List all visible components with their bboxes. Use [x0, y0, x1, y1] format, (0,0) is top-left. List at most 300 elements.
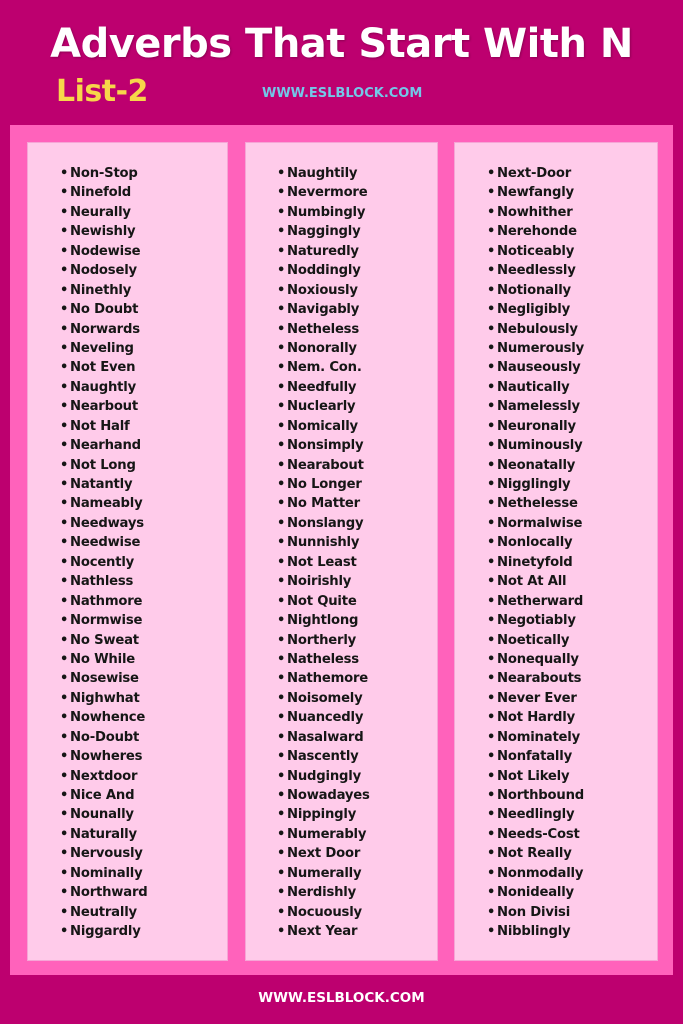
bullet-icon: •	[277, 865, 286, 881]
list-item	[487, 378, 584, 397]
bullet-icon: •	[60, 282, 69, 298]
list-item	[277, 825, 370, 844]
list-item	[487, 864, 584, 883]
list-item	[277, 611, 370, 630]
bullet-icon: •	[60, 632, 69, 648]
bullet-icon: •	[277, 263, 286, 279]
adverb-text: Needlessly	[497, 263, 576, 279]
bullet-icon: •	[60, 710, 69, 726]
adverb-text: Northbound	[497, 788, 585, 803]
adverb-text: Nowhence	[70, 710, 146, 726]
adverb-text: Not Least	[287, 554, 357, 570]
bullet-icon: •	[60, 651, 69, 667]
adverb-text: Natantly	[70, 477, 133, 492]
adverb-text: Naturedly	[287, 243, 359, 259]
word-list-1	[60, 164, 148, 942]
adverb-text: Nathless	[70, 574, 134, 590]
bullet-icon: •	[487, 535, 496, 551]
adverb-text: Noddingly	[287, 263, 361, 279]
list-item	[60, 164, 148, 183]
list-item	[487, 631, 584, 650]
list-item	[60, 320, 148, 339]
list-item	[277, 572, 370, 591]
adverb-text: Not Likely	[497, 768, 570, 784]
bullet-icon: •	[277, 651, 286, 667]
bullet-icon: •	[60, 379, 69, 395]
bullet-icon: •	[277, 768, 286, 784]
list-item	[487, 320, 584, 339]
adverb-text: Not Quite	[287, 593, 357, 609]
adverb-text: Nocently	[70, 554, 135, 570]
adverb-text: Non Divisi	[497, 904, 571, 920]
page-title: Adverbs That Start With N	[50, 21, 633, 67]
bullet-icon: •	[60, 243, 69, 259]
bullet-icon: •	[487, 204, 496, 220]
bullet-icon: •	[487, 807, 496, 823]
bullet-icon: •	[277, 632, 286, 648]
bullet-icon: •	[60, 185, 69, 201]
list-item	[487, 611, 584, 630]
adverb-text: Norwards	[70, 321, 140, 337]
adverb-text: Nonfatally	[497, 749, 572, 765]
list-item	[487, 436, 584, 455]
adverb-text: Nighwhat	[70, 690, 140, 706]
list-item	[60, 533, 148, 552]
bullet-icon: •	[60, 302, 69, 318]
list-item	[487, 708, 584, 727]
list-item	[60, 397, 148, 416]
list-item	[277, 553, 370, 572]
bullet-icon: •	[60, 224, 69, 240]
adverb-text: No Sweat	[70, 632, 139, 648]
list-item	[60, 611, 148, 630]
adverb-text: Nonslangy	[287, 515, 364, 531]
list-item	[277, 494, 370, 513]
list-item	[277, 397, 370, 416]
adverb-text: Newfangly	[497, 185, 574, 201]
adverb-text: Nearhand	[70, 438, 141, 454]
adverb-text: Not Half	[70, 418, 130, 434]
bullet-icon: •	[277, 243, 286, 259]
bullet-icon: •	[277, 204, 286, 220]
list-item	[277, 281, 370, 300]
bullet-icon: •	[487, 477, 496, 492]
adverb-text: Northerly	[287, 632, 357, 648]
adverb-text: Noirishly	[287, 574, 352, 590]
bullet-icon: •	[487, 166, 496, 181]
adverb-text: Not Really	[497, 846, 572, 862]
bullet-icon: •	[487, 690, 496, 706]
adverb-text: Natheless	[287, 651, 359, 667]
adverb-text: Needlingly	[497, 807, 575, 823]
list-item	[277, 903, 370, 922]
list-item	[277, 300, 370, 319]
adverb-text: Neonatally	[497, 457, 576, 473]
list-item	[277, 650, 370, 669]
adverb-text: Nigglingly	[497, 477, 571, 492]
bullet-icon: •	[487, 457, 496, 473]
adverb-text: Nonequally	[497, 651, 579, 667]
list-item	[277, 417, 370, 436]
list-item	[60, 864, 148, 883]
adverb-text: Northward	[70, 885, 148, 901]
list-item	[60, 786, 148, 805]
adverb-text: Needways	[70, 515, 144, 531]
bullet-icon: •	[487, 924, 496, 940]
list-item	[60, 494, 148, 513]
list-item	[60, 300, 148, 319]
list-item	[60, 631, 148, 650]
list-item	[60, 747, 148, 766]
list-item	[60, 922, 148, 941]
adverb-text: Nuancedly	[287, 710, 364, 726]
list-item	[60, 417, 148, 436]
list-item	[277, 592, 370, 611]
bullet-icon: •	[277, 885, 286, 901]
adverb-text: Next Door	[287, 846, 361, 862]
adverb-text: Nominally	[70, 865, 143, 881]
bullet-icon: •	[60, 554, 69, 570]
list-item	[487, 475, 584, 494]
adverb-text: Next Year	[287, 924, 358, 940]
adverb-text: Nevermore	[287, 185, 368, 201]
bullet-icon: •	[60, 593, 69, 609]
adverb-text: Noxiously	[287, 282, 358, 298]
list-item	[60, 669, 148, 688]
bullet-icon: •	[277, 496, 286, 512]
adverb-text: Nonideally	[497, 885, 574, 901]
bullet-icon: •	[60, 515, 69, 531]
adverb-text: Nounally	[70, 807, 134, 823]
bullet-icon: •	[277, 749, 286, 765]
list-item	[487, 456, 584, 475]
adverb-text: Nathemore	[287, 671, 369, 687]
list-item	[487, 786, 584, 805]
adverb-text: Nasalward	[287, 729, 364, 745]
adverb-text: Niggardly	[70, 924, 141, 940]
adverb-text: Noticeably	[497, 243, 575, 259]
adverb-text: Nowhither	[497, 204, 573, 220]
adverb-text: Nodewise	[70, 243, 141, 259]
bullet-icon: •	[487, 846, 496, 862]
bullet-icon: •	[277, 418, 286, 434]
list-item	[487, 728, 584, 747]
list-item	[60, 358, 148, 377]
list-item	[487, 903, 584, 922]
adverb-text: Numerously	[497, 340, 585, 356]
bullet-icon: •	[487, 554, 496, 570]
bullet-icon: •	[60, 418, 69, 434]
list-item	[277, 222, 370, 241]
list-item	[487, 397, 584, 416]
list-item	[487, 533, 584, 552]
bullet-icon: •	[60, 574, 69, 590]
list-item	[60, 378, 148, 397]
bullet-icon: •	[277, 166, 286, 181]
adverb-text: No Longer	[287, 477, 362, 492]
bullet-icon: •	[487, 243, 496, 259]
adverb-text: Never Ever	[497, 690, 577, 706]
adverb-text: Negotiably	[497, 613, 576, 629]
bullet-icon: •	[277, 185, 286, 201]
bullet-icon: •	[60, 166, 69, 181]
bullet-icon: •	[277, 535, 286, 551]
adverb-text: Negligibly	[497, 302, 570, 318]
adverb-text: Naggingly	[287, 224, 361, 240]
list-item	[277, 261, 370, 280]
bullet-icon: •	[277, 904, 286, 920]
list-item	[487, 494, 584, 513]
adverb-text: Noetically	[497, 632, 570, 648]
website-link-top[interactable]: WWW.ESLBLOCK.COM	[262, 86, 423, 101]
list-item	[487, 572, 584, 591]
list-item	[487, 242, 584, 261]
list-item	[277, 183, 370, 202]
list-item	[277, 456, 370, 475]
bullet-icon: •	[277, 807, 286, 823]
list-item	[487, 922, 584, 941]
adverb-text: Normwise	[70, 613, 143, 629]
bullet-icon: •	[487, 613, 496, 629]
adverb-text: Not At All	[497, 574, 567, 590]
adverb-text: Neurally	[70, 204, 131, 220]
list-item	[60, 883, 148, 902]
bullet-icon: •	[277, 554, 286, 570]
adverb-text: Ninefold	[70, 185, 132, 201]
list-item	[60, 767, 148, 786]
bullet-icon: •	[487, 399, 496, 415]
adverb-text: Needs-Cost	[497, 826, 580, 842]
adverb-text: Ninetyfold	[497, 554, 573, 570]
list-item	[487, 417, 584, 436]
list-item	[277, 689, 370, 708]
bullet-icon: •	[60, 321, 69, 337]
adverb-text: Navigably	[287, 302, 360, 318]
bullet-icon: •	[60, 885, 69, 901]
bullet-icon: •	[487, 768, 496, 784]
word-list-2	[277, 164, 370, 942]
adverb-text: Neuronally	[497, 418, 576, 434]
list-item	[60, 844, 148, 863]
adverb-text: Needfully	[287, 379, 357, 395]
list-item	[277, 728, 370, 747]
bullet-icon: •	[487, 340, 496, 356]
list-item	[277, 533, 370, 552]
bullet-icon: •	[60, 204, 69, 220]
list-item	[277, 164, 370, 183]
bullet-icon: •	[277, 457, 286, 473]
adverb-text: Neutrally	[70, 904, 137, 920]
bullet-icon: •	[277, 846, 286, 862]
adverb-text: Nowheres	[70, 749, 143, 765]
bullet-icon: •	[487, 360, 496, 376]
adverb-text: Nonorally	[287, 340, 357, 356]
bullet-icon: •	[277, 360, 286, 376]
bullet-icon: •	[277, 729, 286, 745]
bullet-icon: •	[60, 924, 69, 940]
word-list-frame	[10, 125, 673, 975]
bullet-icon: •	[487, 379, 496, 395]
adverb-text: Namelessly	[497, 399, 580, 415]
adverb-text: Nomically	[287, 418, 358, 434]
bullet-icon: •	[487, 865, 496, 881]
bullet-icon: •	[487, 185, 496, 201]
list-item	[60, 281, 148, 300]
bullet-icon: •	[487, 302, 496, 318]
adverb-text: Noisomely	[287, 690, 363, 706]
adverb-text: Nathmore	[70, 593, 143, 609]
list-item	[277, 514, 370, 533]
list-item	[277, 631, 370, 650]
adverb-text: Nominately	[497, 729, 581, 745]
bullet-icon: •	[277, 224, 286, 240]
adverb-text: Nonmodally	[497, 865, 584, 881]
adverb-text: Nearabout	[287, 457, 364, 473]
adverb-text: Needwise	[70, 535, 141, 551]
bullet-icon: •	[487, 321, 496, 337]
bullet-icon: •	[60, 904, 69, 920]
adverb-text: Nonsimply	[287, 438, 364, 454]
adverb-text: No Matter	[287, 496, 360, 512]
list-item	[277, 864, 370, 883]
bullet-icon: •	[60, 263, 69, 279]
bullet-icon: •	[60, 360, 69, 376]
adverb-text: Nethelesse	[497, 496, 578, 512]
list-item	[487, 883, 584, 902]
list-item	[277, 922, 370, 941]
list-item	[60, 475, 148, 494]
list-item	[277, 708, 370, 727]
word-column-1	[27, 142, 228, 961]
bullet-icon: •	[277, 710, 286, 726]
adverb-text: Nosewise	[70, 671, 139, 687]
adverb-text: Nautically	[497, 379, 570, 395]
adverb-text: Numerably	[287, 826, 367, 842]
adverb-text: Not Hardly	[497, 710, 575, 726]
adverb-text: Nonlocally	[497, 535, 573, 551]
bullet-icon: •	[60, 865, 69, 881]
bullet-icon: •	[277, 282, 286, 298]
bullet-icon: •	[60, 457, 69, 473]
bullet-icon: •	[60, 613, 69, 629]
word-column-2	[245, 142, 438, 961]
bullet-icon: •	[60, 690, 69, 706]
adverb-text: No Doubt	[70, 302, 139, 318]
bullet-icon: •	[487, 593, 496, 609]
bullet-icon: •	[60, 826, 69, 842]
adverb-text: Numbingly	[287, 204, 366, 220]
list-item	[60, 183, 148, 202]
bullet-icon: •	[487, 418, 496, 434]
bullet-icon: •	[60, 340, 69, 356]
list-item	[277, 786, 370, 805]
list-item	[277, 747, 370, 766]
adverb-text: Nearabouts	[497, 671, 582, 687]
adverb-text: No-Doubt	[70, 729, 140, 745]
list-item	[277, 320, 370, 339]
list-item	[60, 456, 148, 475]
adverb-text: Naughtily	[287, 166, 358, 181]
bullet-icon: •	[487, 496, 496, 512]
adverb-text: Nightlong	[287, 613, 359, 629]
bullet-icon: •	[277, 477, 286, 492]
list-item	[487, 650, 584, 669]
list-item	[487, 592, 584, 611]
bullet-icon: •	[277, 321, 286, 337]
adverb-text: Not Even	[70, 360, 136, 376]
bullet-icon: •	[60, 438, 69, 454]
bullet-icon: •	[487, 438, 496, 454]
list-item	[60, 572, 148, 591]
adverb-text: Nuclearly	[287, 399, 356, 415]
adverb-text: Nice And	[70, 788, 135, 803]
bullet-icon: •	[487, 749, 496, 765]
list-item	[60, 805, 148, 824]
bullet-icon: •	[277, 924, 286, 940]
adverb-text: Next-Door	[497, 166, 572, 181]
adverb-text: Nauseously	[497, 360, 581, 376]
list-item	[277, 436, 370, 455]
bullet-icon: •	[60, 671, 69, 687]
bullet-icon: •	[277, 399, 286, 415]
list-item	[487, 222, 584, 241]
list-item	[487, 767, 584, 786]
adverb-text: Nearbout	[70, 399, 138, 415]
list-item	[487, 164, 584, 183]
list-item	[60, 339, 148, 358]
list-item	[60, 222, 148, 241]
word-list-3	[487, 164, 584, 942]
list-subtitle: List-2	[56, 74, 148, 109]
bullet-icon: •	[487, 826, 496, 842]
adverb-text: Netherward	[497, 593, 584, 609]
adverb-text: Nameably	[70, 496, 143, 512]
bullet-icon: •	[277, 515, 286, 531]
bullet-icon: •	[487, 671, 496, 687]
list-item	[60, 436, 148, 455]
bullet-icon: •	[277, 788, 286, 803]
bullet-icon: •	[487, 885, 496, 901]
list-item	[60, 242, 148, 261]
bullet-icon: •	[60, 399, 69, 415]
adverb-text: Not Long	[70, 457, 136, 473]
bullet-icon: •	[277, 826, 286, 842]
list-item	[487, 747, 584, 766]
adverb-text: Nocuously	[287, 904, 362, 920]
list-item	[60, 708, 148, 727]
list-item	[60, 728, 148, 747]
adverb-text: Numerally	[287, 865, 362, 881]
list-item	[60, 514, 148, 533]
bullet-icon: •	[487, 282, 496, 298]
bullet-icon: •	[60, 788, 69, 803]
bullet-icon: •	[277, 613, 286, 629]
website-link-bottom[interactable]: WWW.ESLBLOCK.COM	[258, 990, 425, 1006]
bullet-icon: •	[60, 729, 69, 745]
bullet-icon: •	[487, 904, 496, 920]
adverb-text: Netheless	[287, 321, 359, 337]
list-item	[487, 261, 584, 280]
adverb-text: Nowadayes	[287, 788, 370, 803]
adverb-text: Ninethly	[70, 282, 132, 298]
list-item	[277, 767, 370, 786]
adverb-text: Naturally	[70, 826, 137, 842]
list-item	[60, 553, 148, 572]
adverb-text: Notionally	[497, 282, 571, 298]
list-item	[277, 669, 370, 688]
list-item	[277, 475, 370, 494]
bullet-icon: •	[487, 574, 496, 590]
